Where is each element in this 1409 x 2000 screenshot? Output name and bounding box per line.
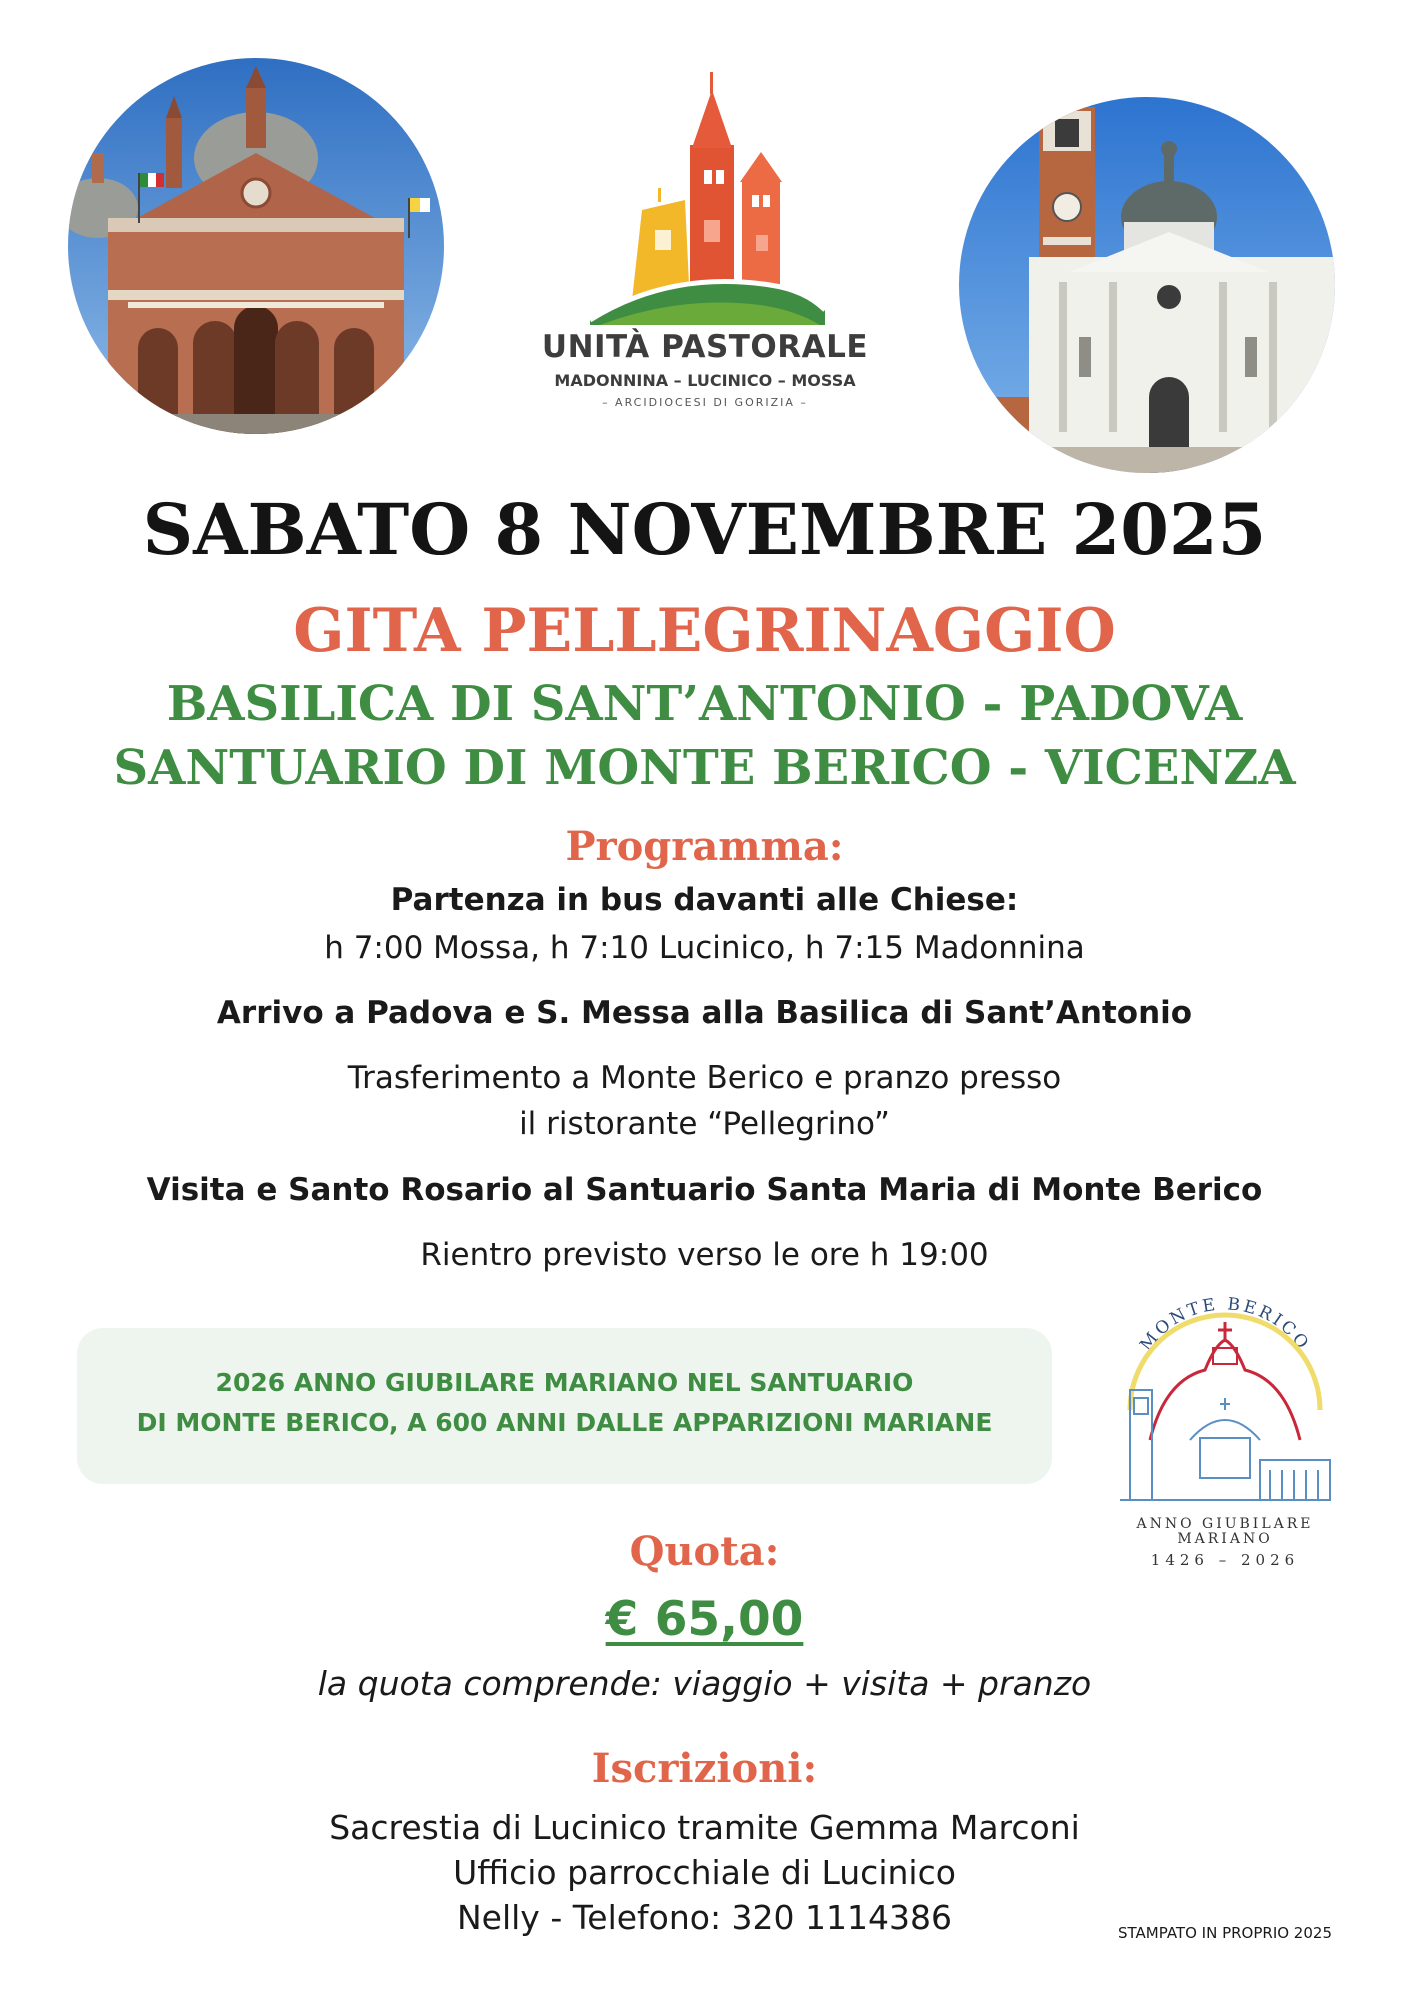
program-return: Rientro previsto verso le ore h 19:00 bbox=[420, 1237, 989, 1273]
jubilee-line-1: 2026 ANNO GIUBILARE MARIANO NEL SANTUARIO bbox=[215, 1368, 914, 1397]
monte-berico-photo bbox=[959, 97, 1335, 473]
logo-title: UNITÀ PASTORALE bbox=[541, 329, 869, 365]
event-title: GITA PELLEGRINAGGIO bbox=[293, 596, 1116, 666]
program-restaurant: il ristorante “Pellegrino” bbox=[519, 1106, 890, 1142]
quota-heading: Quota: bbox=[629, 1528, 780, 1575]
program-heading: Programma: bbox=[565, 823, 844, 870]
registration-line-phone: Nelly - Telefono: 320 1114386 bbox=[456, 1898, 953, 1937]
logo-subtitle: MADONNINA – LUCINICO – MOSSA bbox=[554, 371, 856, 390]
program-arrival-padova: Arrivo a Padova e S. Messa alla Basilica di Sant’Antonio bbox=[216, 995, 1193, 1031]
registrations-heading: Iscrizioni: bbox=[591, 1745, 818, 1792]
logo-diocese: – ARCIDIOCESI DI GORIZIA – bbox=[602, 396, 808, 409]
logo-line-1: ANNO GIUBILARE bbox=[1136, 1516, 1314, 1532]
program-departure-times: h 7:00 Mossa, h 7:10 Lucinico, h 7:15 Madonnina bbox=[324, 930, 1085, 966]
bell-towers-logo-icon bbox=[580, 70, 830, 325]
jubilee-line-2: DI MONTE BERICO, A 600 ANNI DALLE APPARIZIONI MARIANE bbox=[136, 1408, 993, 1437]
quota-note: la quota comprende: viaggio + visita + pranzo bbox=[317, 1664, 1092, 1703]
unita-pastorale-logo bbox=[540, 70, 870, 420]
registration-line-sacristy: Sacrestia di Lucinico tramite Gemma Marconi bbox=[329, 1808, 1080, 1847]
monte-berico-jubilee-logo bbox=[1110, 1260, 1340, 1570]
quota-price: € 65,00 bbox=[605, 1592, 804, 1647]
logo-line-2: MARIANO bbox=[1177, 1531, 1273, 1547]
logo-years: 1426 – 2026 bbox=[1150, 1551, 1300, 1569]
printed-notice: STAMPATO IN PROPRIO 2025 bbox=[1118, 1924, 1332, 1942]
logo-arc-text: MONTE BERICO bbox=[1136, 1294, 1314, 1356]
program-departure: Partenza in bus davanti alle Chiese: bbox=[390, 882, 1019, 918]
destination-padova: BASILICA DI SANT’ANTONIO - PADOVA bbox=[166, 676, 1243, 732]
jubilee-banner bbox=[77, 1328, 1052, 1484]
event-date: SABATO 8 NOVEMBRE 2025 bbox=[142, 488, 1267, 571]
basilica-padova-photo bbox=[68, 58, 444, 434]
program-transfer: Trasferimento a Monte Berico e pranzo presso bbox=[347, 1060, 1062, 1096]
registration-line-office: Ufficio parrocchiale di Lucinico bbox=[453, 1853, 956, 1892]
quota-price-container bbox=[0, 1592, 1409, 1647]
program-visit-rosary: Visita e Santo Rosario al Santuario Santa Maria di Monte Berico bbox=[146, 1172, 1263, 1208]
destination-vicenza: SANTUARIO DI MONTE BERICO - VICENZA bbox=[113, 740, 1296, 796]
